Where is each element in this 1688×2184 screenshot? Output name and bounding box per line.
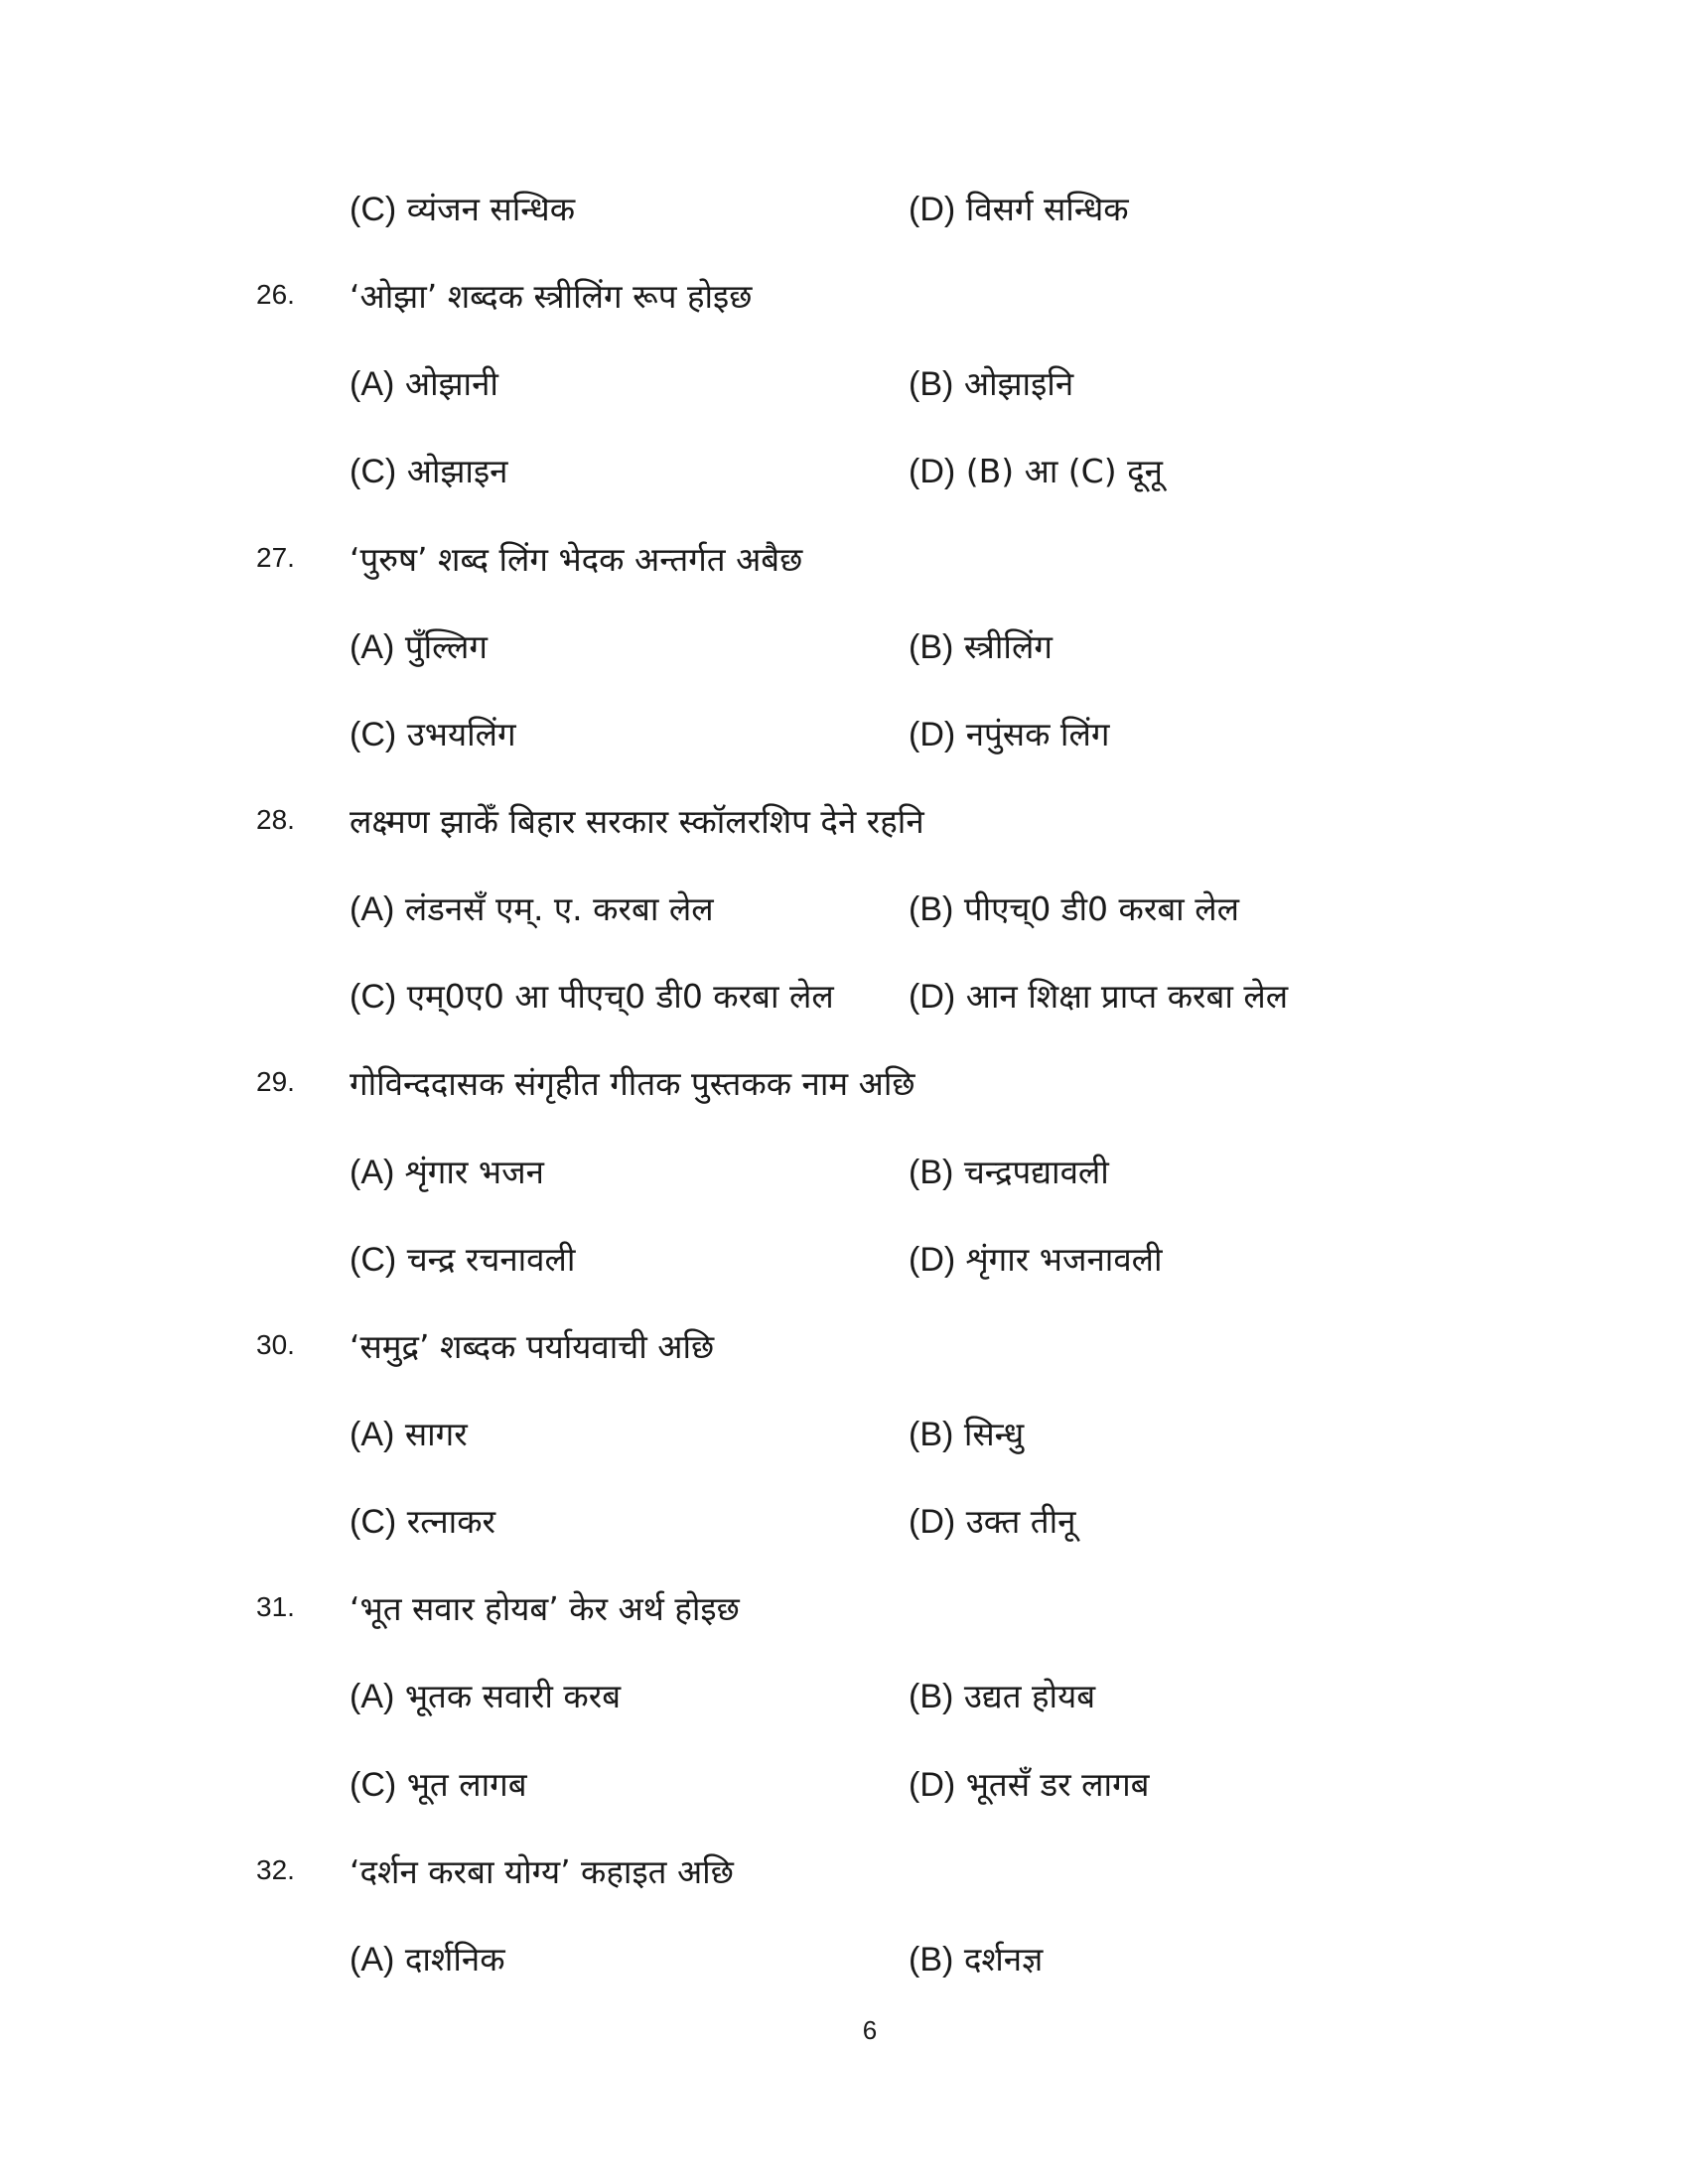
option-c: [350, 186, 575, 230]
option-letter: (D): [909, 1765, 956, 1804]
option-text: चन्द्र रचनावली: [406, 1239, 576, 1279]
question-number: 32.: [256, 1854, 295, 1885]
option-d: [909, 1236, 1163, 1281]
option-text: स्त्रीलिंग: [963, 626, 1053, 666]
option-letter: (B): [909, 1677, 954, 1715]
option-a: [350, 886, 714, 930]
option-text: व्यंजन सन्धिक: [406, 189, 576, 228]
option-b: [909, 1673, 1095, 1717]
option-letter: (D): [909, 190, 956, 228]
option-letter: (D): [909, 1240, 956, 1279]
option-letter: (C): [350, 1502, 397, 1541]
option-b: [909, 1149, 1109, 1193]
option-text: एम्0ए0 आ पीएच्0 डी0 करबा लेल: [406, 976, 834, 1016]
option-text: ओझानी: [404, 363, 498, 403]
option-b: [909, 886, 1239, 930]
option-letter: (A): [350, 627, 395, 666]
option-d: [909, 448, 1163, 492]
question-text: ‘दर्शन करबा योग्य’ कहाइत अछि: [350, 1851, 734, 1891]
option-letter: (B): [909, 1415, 954, 1453]
option-a: [350, 1673, 621, 1717]
option-c: [350, 1236, 575, 1281]
option-letter: (A): [350, 1940, 395, 1979]
option-letter: (C): [350, 452, 397, 490]
option-d: [909, 711, 1109, 755]
option-c: [350, 1498, 495, 1543]
option-letter: (A): [350, 1153, 395, 1191]
option-letter: (A): [350, 1415, 395, 1453]
option-letter: (B): [909, 1153, 954, 1191]
option-letter: (D): [909, 452, 956, 490]
option-text: नपुंसक लिंग: [965, 714, 1110, 753]
option-letter: (C): [350, 977, 397, 1016]
option-d: [909, 1761, 1150, 1806]
option-c: [350, 1761, 527, 1806]
option-text: पीएच्0 डी0 करबा लेल: [963, 888, 1239, 928]
option-text: उक्त तीनू: [965, 1501, 1076, 1541]
option-d: [909, 973, 1288, 1018]
option-letter: (C): [350, 1240, 397, 1279]
option-text: रत्नाकर: [406, 1501, 496, 1541]
option-letter: (A): [350, 364, 395, 403]
option-letter: (B): [909, 889, 954, 928]
option-letter: (C): [350, 715, 397, 753]
option-d: [909, 186, 1129, 230]
option-b: [909, 623, 1053, 668]
option-text: शृंगार भजन: [404, 1152, 544, 1191]
option-a: [350, 1936, 505, 1980]
option-text: आन शिक्षा प्राप्त करबा लेल: [965, 976, 1289, 1016]
question-number: 26.: [256, 279, 295, 310]
option-text: विसर्ग सन्धिक: [965, 189, 1129, 228]
option-text: (B) आ (C) दूनू: [965, 451, 1163, 490]
page-number: 6: [862, 2015, 878, 2045]
question-number: 30.: [256, 1329, 295, 1360]
option-text: भूतक सवारी करब: [404, 1676, 622, 1715]
option-letter: (A): [350, 889, 395, 928]
option-text: दार्शनिक: [404, 1939, 505, 1979]
option-text: भूतसँ डर लागब: [965, 1764, 1150, 1804]
option-text: लंडनसँ एम्. ए. करबा लेल: [404, 888, 714, 928]
option-b: [909, 360, 1073, 405]
question-text: ‘पुरुष’ शब्द लिंग भेदक अन्तर्गत अबैछ: [350, 539, 803, 579]
option-a: [350, 360, 498, 405]
option-text: ओझाइनि: [963, 363, 1074, 403]
question-number: 28.: [256, 804, 295, 835]
option-letter: (C): [350, 1765, 397, 1804]
option-d: [909, 1498, 1075, 1543]
question-text: लक्ष्मण झाकेँ बिहार सरकार स्कॉलरशिप देने रहनि: [350, 801, 924, 841]
option-a: [350, 1411, 468, 1455]
option-b: [909, 1936, 1043, 1980]
option-a: [350, 623, 488, 668]
question-text: ‘भूत सवार होयब’ केर अर्थ होइछ: [350, 1588, 740, 1628]
question-text: गोविन्ददासक संगृहीत गीतक पुस्तकक नाम अछि: [350, 1063, 915, 1103]
option-text: उद्यत होयब: [963, 1676, 1096, 1715]
option-letter: (A): [350, 1677, 395, 1715]
option-c: [350, 711, 516, 755]
option-b: [909, 1411, 1024, 1455]
question-text: ‘ओझा’ शब्दक स्त्रीलिंग रूप होइछ: [350, 276, 753, 316]
question-number: 31.: [256, 1591, 295, 1622]
option-text: पुँल्लिग: [404, 626, 488, 666]
option-letter: (B): [909, 1940, 954, 1979]
option-text: भूत लागब: [406, 1764, 527, 1804]
option-text: सागर: [404, 1414, 468, 1453]
option-a: [350, 1149, 544, 1193]
option-text: उभयलिंग: [406, 714, 516, 753]
question-text: ‘समुद्र’ शब्दक पर्यायवाची अछि: [350, 1326, 715, 1366]
option-letter: (B): [909, 627, 954, 666]
question-number: 29.: [256, 1066, 295, 1097]
option-text: चन्द्रपद्यावली: [963, 1152, 1109, 1191]
option-letter: (D): [909, 977, 956, 1016]
option-letter: (C): [350, 190, 397, 228]
option-text: ओझाइन: [406, 451, 508, 490]
option-c: [350, 973, 834, 1018]
option-c: [350, 448, 507, 492]
question-number: 27.: [256, 542, 295, 573]
option-text: सिन्धु: [963, 1414, 1025, 1453]
option-letter: (D): [909, 715, 956, 753]
option-letter: (D): [909, 1502, 956, 1541]
option-text: दर्शनज्ञ: [963, 1939, 1044, 1979]
option-letter: (B): [909, 364, 954, 403]
option-text: शृंगार भजनावली: [965, 1239, 1163, 1279]
